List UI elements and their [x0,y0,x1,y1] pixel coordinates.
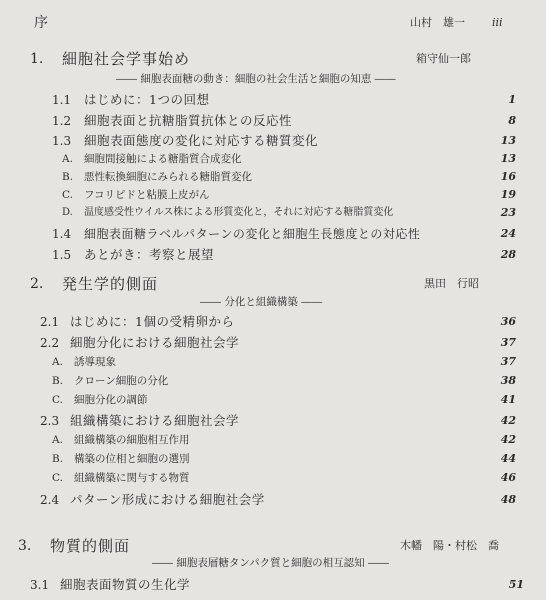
toc-subentry[interactable] [0,186,546,204]
toc-entry[interactable] [0,334,546,352]
toc-subentry[interactable] [0,372,546,390]
entry-page: 1 [508,93,516,106]
entry-title: あとがき：考察と展望 [84,247,215,262]
toc-entry[interactable] [0,132,546,150]
subentry-letter: C. [62,189,73,201]
toc-entry[interactable] [0,313,546,331]
entry-page: 24 [500,227,516,240]
entry-page: 42 [500,414,516,427]
subentry-title: 温度感受性ウイルス株による形質変化と，それに対応する糖脂質変化 [84,207,394,218]
entry-number: 1.2 [52,114,72,128]
entry-title: はじめに：1個の受精卵から [70,314,235,329]
subentry-page: 13 [500,152,516,165]
toc-entry[interactable] [0,112,546,130]
entry-title: 細胞表面糖ラベルパターンの変化と細胞生長態度との対応性 [84,227,421,241]
preface-row[interactable] [0,14,546,32]
chapter-author: 黒田 行昭 [424,277,479,290]
entry-title: 細胞表面と抗糖脂質抗体との反応性 [84,113,293,128]
subentry-page: 38 [500,374,516,387]
entry-page: 13 [500,134,516,147]
chapter-number: 3. [18,538,32,554]
subentry-title: クローン細胞の分化 [74,375,169,387]
entry-page: 48 [500,493,516,506]
entry-number: 1.1 [52,93,72,107]
subentry-title: 悪性転換細胞にみられる糖脂質変化 [84,171,252,183]
subentry-title: 細胞分化の調節 [74,394,148,406]
chapter-title: 物質的側面 [50,537,131,555]
subentry-title: 組織構築の細胞相互作用 [74,434,190,446]
subentry-page: 16 [500,170,516,183]
subentry-page: 41 [500,393,516,406]
entry-page: 37 [500,336,516,349]
subentry-letter: C. [52,394,63,406]
toc-entry[interactable] [0,91,546,109]
entry-title: 細胞表面態度の変化に対応する糖質変化 [84,133,319,148]
preface-title: 序 [34,15,48,31]
entry-page: 28 [500,248,516,261]
entry-number: 1.5 [52,248,72,262]
chapter-2-heading[interactable] [0,275,546,295]
chapter-number: 1. [30,51,44,67]
entry-page: 8 [508,114,516,127]
subentry-letter: A. [62,153,73,165]
subentry-letter: C. [52,472,63,484]
subentry-page: 42 [500,433,516,446]
entry-number: 3.1 [30,578,50,592]
subentry-page: 46 [500,471,516,484]
chapter-subtitle: ―― 細胞表層糖タンパク質と細胞の相互認知 ―― [152,557,389,569]
chapter-1-heading[interactable] [0,50,546,70]
subentry-page: 23 [500,206,516,219]
subentry-page: 44 [500,452,516,465]
subentry-title: 構築の位相と細胞の選別 [74,453,190,465]
toc-subentry[interactable] [0,469,546,487]
entry-number: 2.4 [40,493,60,507]
entry-title: 細胞分化における細胞社会学 [70,335,240,350]
subentry-letter: A. [52,434,63,446]
toc-subentry[interactable] [0,431,546,449]
subentry-title: 組織構築に関与する物質 [74,472,190,484]
chapter-title: 細胞社会学事始め [62,50,191,68]
toc-entry[interactable] [0,491,546,509]
entry-title: はじめに：1つの回想 [84,92,210,107]
toc-subentry[interactable] [0,353,546,371]
chapter-author: 木幡 陽・村松 喬 [400,539,499,552]
toc-entry[interactable] [0,576,546,594]
entry-title: パターン形成における細胞社会学 [70,492,265,507]
subentry-letter: A. [52,356,63,368]
subentry-letter: D. [62,207,73,218]
toc-entry[interactable] [0,225,546,243]
preface-author: 山村 雄一 [410,16,465,29]
chapter-subtitle: ―― 分化と組織構築 ―― [200,296,323,308]
entry-title: 組織構築における細胞社会学 [70,413,240,428]
toc-subentry[interactable] [0,391,546,409]
chapter-number: 2. [30,276,44,292]
chapter-2-subtitle-row [0,293,546,311]
entry-page: 51 [508,578,524,591]
chapter-author: 箱守仙一郎 [416,52,471,65]
preface-page: iii [492,16,503,29]
toc-subentry[interactable] [0,450,546,468]
subentry-letter: B. [62,171,74,183]
entry-number: 1.3 [52,134,72,148]
subentry-letter: B. [52,375,64,387]
entry-page: 36 [500,315,516,328]
entry-title: 細胞表面物質の生化学 [60,577,191,592]
chapter-subtitle: ―― 細胞表面糖の動き：細胞の社会生活と細胞の知恵 ―― [116,73,396,85]
subentry-title: 誘導現象 [74,356,116,368]
toc-subentry[interactable] [0,168,546,186]
toc-subentry[interactable] [0,204,546,222]
subentry-title: 細胞間接触による糖脂質合成変化 [84,153,242,165]
toc-subentry[interactable] [0,150,546,168]
subentry-page: 19 [500,188,516,201]
chapter-3-subtitle-row [0,554,546,572]
chapter-1-subtitle-row [0,70,546,88]
subentry-letter: B. [52,453,64,465]
chapter-title: 発生学的側面 [62,275,159,293]
entry-number: 1.4 [52,227,72,241]
toc-entry[interactable] [0,246,546,264]
subentry-title: フコリピドと粘膜上皮がん [84,189,210,201]
toc-entry[interactable] [0,412,546,430]
entry-number: 2.3 [40,414,60,428]
entry-number: 2.1 [40,315,60,329]
subentry-page: 37 [500,355,516,368]
entry-number: 2.2 [40,336,60,350]
